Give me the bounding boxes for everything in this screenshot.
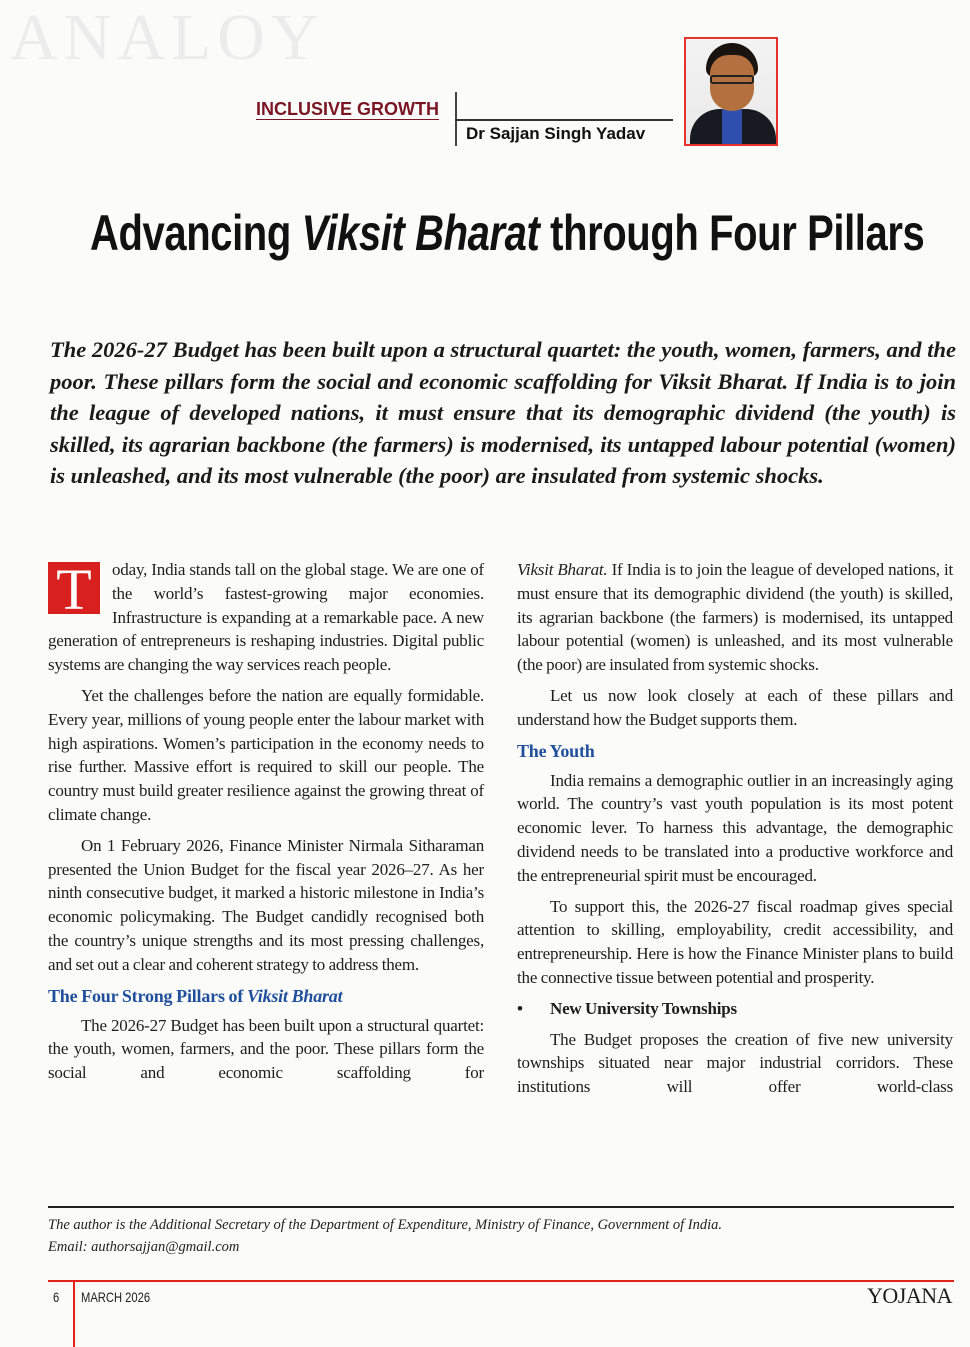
standfirst: The 2026-27 Budget has been built upon a structural quartet: the youth, women, farmers, and the poor. These pillars form the social and economic scaffolding for Viksit Bharat. If India is to join the league of developed nations, it must ensure that its demographic dividend (the youth) is skilled, its agrarian backbone (the farmers) is modernised, its untapped labour potential (women) is unleashed, and its most vulnerable (the poor) are insulated from systemic shocks.: [50, 337, 956, 488]
title-part: through Four Pillars: [539, 205, 925, 261]
paragraph-text: oday, India stands tall on the global stage. We are one of the world’s fastest-growing major economies. Infrastructure is expanding at a remarkable pace. A new generation of entrepreneurs is reshaping industries. Digital public systems are changing the way services reach people.: [48, 560, 484, 675]
paragraph-text: If India is to join the league of developed nations, it must ensure that its demographic dividend (the youth) is skilled, its agrarian backbone (the farmers) is modernised, its untapped labour potential (women) is unleashed, and its most vulnerable (the poor) are insulated from systemic shocks.: [517, 560, 953, 675]
paragraph: To support this, the 2026-27 fiscal roadmap gives special attention to skilling, employability, credit accessibility, and entrepreneurship. Here is how the Finance Minister plans to build the connective tissue between potential and prosperity.: [517, 896, 953, 987]
title-italic: Viksit Bharat: [301, 205, 540, 261]
author-email: Email: authorsajjan@gmail.com: [48, 1239, 240, 1255]
paragraph: The 2026-27 Budget has been built upon a structural quartet: the youth, women, farmers, and the poor. These pillars form the social and economic scaffolding for: [48, 1015, 484, 1083]
italic-text: Viksit Bharat.: [517, 560, 608, 579]
paragraph: [517, 558, 953, 677]
column-right: [517, 558, 953, 1099]
paragraph: Let us now look closely at each of these pillars and understand how the Budget supports them.: [517, 685, 953, 729]
paragraph: On 1 February 2026, Finance Minister Nirmala Sitharaman presented the Union Budget for the fiscal year 2026–27. As her ninth consecutive budget, it marked a historic milestone in India’s economic policymaking. The Budget candidly recognised both the country’s unique strengths and its most pressing challenges, and set out a clear and coherent strategy to address them.: [48, 835, 484, 974]
page-number: 6: [53, 1289, 60, 1305]
magazine-name: YOJANA: [867, 1283, 952, 1308]
author-note: [48, 1214, 722, 1258]
author-photo: [684, 37, 778, 146]
bullet-item: [517, 997, 953, 1021]
author-bio: The author is the Additional Secretary of the Department of Expenditure, Ministry of Finance, Government of India.: [48, 1217, 723, 1233]
background-watermark: ANALOY: [10, 1, 325, 74]
footer-rule: [48, 1280, 954, 1282]
subheading-text: The Four Strong Pillars of: [48, 985, 247, 1006]
paragraph: [48, 558, 484, 677]
author-name: Dr Sajjan Singh Yadav: [466, 124, 646, 143]
column-left: [48, 558, 484, 1085]
drop-cap: T: [48, 562, 100, 614]
divider: [48, 1206, 954, 1208]
subheading-italic: Viksit Bharat: [246, 985, 343, 1006]
bullet-text: New University Townships: [550, 998, 737, 1018]
section-label: INCLUSIVE GROWTH: [256, 99, 439, 119]
issue-date: MARCH 2026: [81, 1289, 151, 1305]
subheading: The Youth: [517, 740, 595, 761]
bullet-icon: •: [517, 998, 523, 1018]
paragraph: The Budget proposes the creation of five new university townships situated near major industrial corridors. These institutions will offer world-class: [517, 1029, 953, 1097]
subheading: [48, 984, 484, 1008]
footer-rule: [73, 1280, 75, 1347]
paragraph: Yet the challenges before the nation are equally formidable. Every year, millions of young people enter the labour market with high aspirations. Women’s participation in the economy needs to rise further. Massive effort is required to skill our people. The country must build greater resilience against the growing threat of climate change.: [48, 685, 484, 824]
paragraph: India remains a demographic outlier in an increasingly aging world. The country’s vast youth population is its most potent economic lever. To harness this advantage, the demographic dividend needs to be translated into a productive workforce and the entrepreneurial spirit must be encouraged.: [517, 770, 953, 885]
page-title: [90, 203, 925, 263]
title-part: Advancing: [90, 205, 302, 261]
divider: [455, 119, 673, 121]
